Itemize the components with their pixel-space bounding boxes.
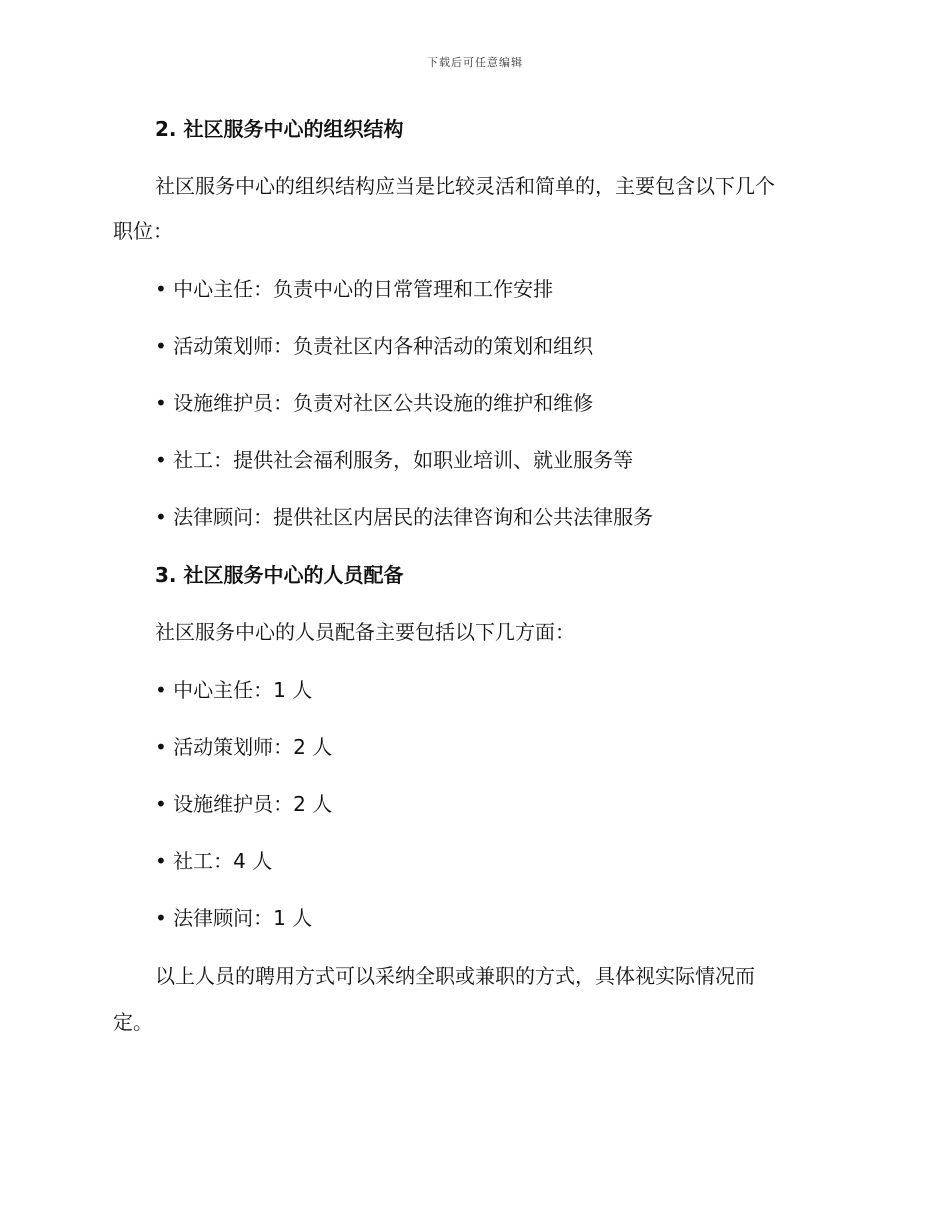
list-item: • 法律顾问：提供社区内居民的法律咨询和公共法律服务 bbox=[155, 505, 654, 529]
paragraph-line: 社区服务中心的组织结构应当是比较灵活和简单的，主要包含以下几个 bbox=[155, 174, 775, 198]
list-item: • 法律顾问：1 人 bbox=[155, 906, 313, 930]
list-item: • 活动策划师：负责社区内各种活动的策划和组织 bbox=[155, 334, 594, 358]
list-item: • 活动策划师：2 人 bbox=[155, 735, 333, 759]
paragraph-line: 社区服务中心的人员配备主要包括以下几方面： bbox=[155, 620, 575, 644]
list-item: • 设施维护员：负责对社区公共设施的维护和维修 bbox=[155, 391, 594, 415]
page-header-note: 下载后可任意编辑 bbox=[427, 56, 523, 69]
paragraph-line: 以上人员的聘用方式可以采纳全职或兼职的方式，具体视实际情况而 bbox=[155, 964, 755, 988]
paragraph-line: 定。 bbox=[113, 1010, 153, 1034]
list-item: • 中心主任：负责中心的日常管理和工作安排 bbox=[155, 277, 554, 301]
list-item: • 社工：4 人 bbox=[155, 849, 273, 873]
section-heading-organization: 2. 社区服务中心的组织结构 bbox=[155, 117, 404, 141]
list-item: • 社工：提供社会福利服务，如职业培训、就业服务等 bbox=[155, 448, 634, 472]
section-heading-staffing: 3. 社区服务中心的人员配备 bbox=[155, 563, 404, 587]
paragraph-line: 职位： bbox=[113, 219, 173, 243]
list-item: • 中心主任：1 人 bbox=[155, 678, 313, 702]
list-item: • 设施维护员：2 人 bbox=[155, 792, 333, 816]
